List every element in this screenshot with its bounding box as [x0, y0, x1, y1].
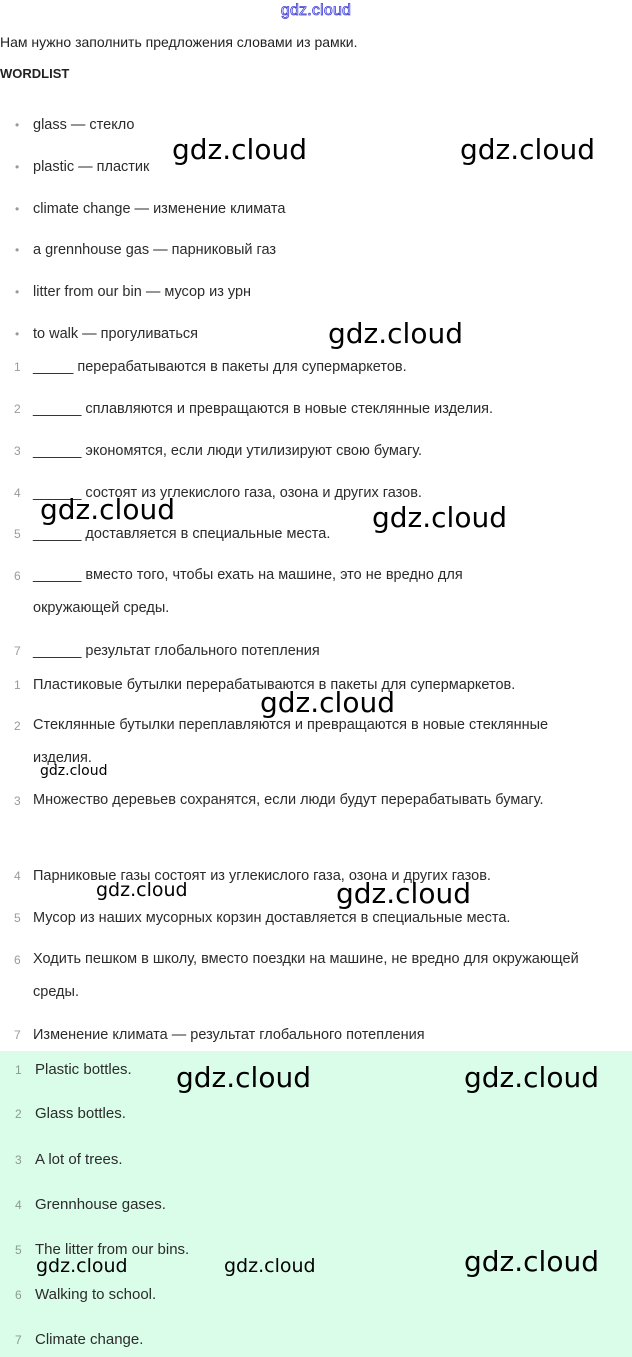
watermark: gdz.cloud — [36, 1255, 128, 1277]
row-number: 5 — [15, 1243, 22, 1257]
bullet-dot-icon: • — [15, 160, 20, 174]
row-number: 7 — [14, 644, 21, 658]
watermark: gdz.cloud — [176, 1061, 311, 1094]
watermark: gdz.cloud — [372, 501, 507, 534]
answer-text: Glass bottles. — [35, 1105, 126, 1122]
watermark: gdz.cloud — [336, 877, 471, 910]
watermark: gdz.cloud — [464, 1061, 599, 1094]
row-number: 3 — [14, 444, 21, 458]
watermark: gdz.cloud — [260, 686, 395, 719]
row-number: 5 — [14, 527, 21, 541]
row-number: 6 — [15, 1288, 22, 1302]
row-number: 4 — [14, 486, 21, 500]
wordlist-item-text: to walk — прогуливаться — [33, 326, 199, 342]
exercise-text: ______ экономятся, если люди утилизируют свою бумагу. — [33, 443, 423, 459]
row-number: 1 — [14, 678, 21, 692]
exercise-text: ______ сплавляются и превращаются в новые стеклянные изделия. — [33, 401, 494, 417]
bullet-dot-icon: • — [15, 243, 20, 257]
row-number: 1 — [14, 360, 21, 374]
row-number: 5 — [14, 911, 21, 925]
exercise-row — [0, 566, 632, 616]
row-number: 4 — [15, 1198, 22, 1212]
wordlist-item-text: a grennhouse gas — парниковый газ — [33, 242, 277, 258]
bullet-dot-icon: • — [15, 118, 20, 132]
exercise-text: _____ перерабатываются в пакеты для супермаркетов. — [33, 359, 407, 375]
wordlist-item — [0, 115, 632, 135]
row-number: 6 — [14, 569, 21, 583]
watermark: gdz.cloud — [224, 1255, 316, 1277]
row-number: 7 — [15, 1333, 22, 1347]
wordlist-item — [0, 282, 632, 302]
exercise-text: ______ состоят из углекислого газа, озона и других газов. — [33, 485, 422, 501]
watermark: gdz.cloud — [464, 1245, 599, 1278]
row-number: 3 — [15, 1153, 22, 1167]
exercise-text: ______ доставляется в специальные места. — [33, 526, 331, 542]
exercise-text: ______ результат глобального потепления — [33, 643, 320, 659]
row-number: 2 — [15, 1107, 22, 1121]
answer-text: Walking to school. — [35, 1286, 157, 1303]
bullet-dot-icon: • — [15, 202, 20, 216]
row-number: 7 — [14, 1028, 21, 1042]
wordlist-item — [0, 240, 632, 260]
row-number: 6 — [14, 953, 21, 967]
bullet-dot-icon: • — [15, 327, 20, 341]
watermark: gdz.cloud — [460, 133, 595, 166]
translation-text: Стеклянные бутылки переплавляются и превращаются в новые стеклянные изделия. — [33, 717, 549, 766]
answer-text: A lot of trees. — [35, 1151, 123, 1168]
wordlist-item — [0, 324, 632, 344]
answer-text: The litter from our bins. — [35, 1241, 190, 1258]
row-number: 2 — [14, 402, 21, 416]
translation-row — [0, 950, 632, 1000]
watermark: gdz.cloud — [172, 133, 307, 166]
row-number: 3 — [14, 794, 21, 808]
translation-text: Изменение климата — результат глобального потепления — [33, 1027, 425, 1043]
watermark: gdz.cloud — [40, 763, 108, 779]
translation-text: Мусор из наших мусорных корзин доставляется в специальные места. — [33, 910, 511, 926]
row-number: 4 — [14, 869, 21, 883]
watermark: gdz.cloud — [96, 879, 188, 901]
wordlist-heading: WORDLIST — [0, 66, 70, 81]
bullet-dot-icon: • — [15, 285, 20, 299]
wordlist-item-text: plastic — пластик — [33, 159, 150, 175]
translation-text: Парниковые газы состоят из углекислого газа, озона и других газов. — [33, 868, 491, 884]
answer-text: Grennhouse gases. — [35, 1196, 166, 1213]
watermark: gdz.cloud — [40, 493, 175, 526]
wordlist-item-text: glass — стекло — [33, 117, 135, 133]
translation-text: Ходить пешком в школу, вместо поездки на машине, не вредно для окружающей среды. — [33, 951, 579, 1000]
wordlist-item — [0, 199, 632, 219]
site-logo[interactable]: gdz.cloud — [280, 2, 352, 19]
answer-text: Plastic bottles. — [35, 1061, 132, 1078]
answer-text: Climate change. — [35, 1331, 144, 1348]
wordlist-item-text: litter from our bin — мусор из урн — [33, 284, 252, 300]
translation-row — [0, 716, 632, 766]
exercise-text: ______ вместо того, чтобы ехать на машине, это не вредно для окружающей среды. — [33, 567, 463, 616]
row-number: 1 — [15, 1063, 22, 1077]
watermark: gdz.cloud — [328, 317, 463, 350]
translation-row — [0, 791, 632, 841]
intro-text: Нам нужно заполнить предложения словами из рамки. — [0, 34, 358, 50]
row-number: 2 — [14, 719, 21, 733]
wordlist-item-text: climate change — изменение климата — [33, 201, 286, 217]
translation-text: Пластиковые бутылки перерабатываются в пакеты для супермаркетов. — [33, 677, 516, 693]
translation-text: Множество деревьев сохранятся, если люди будут перерабатывать бумагу. — [33, 792, 544, 808]
